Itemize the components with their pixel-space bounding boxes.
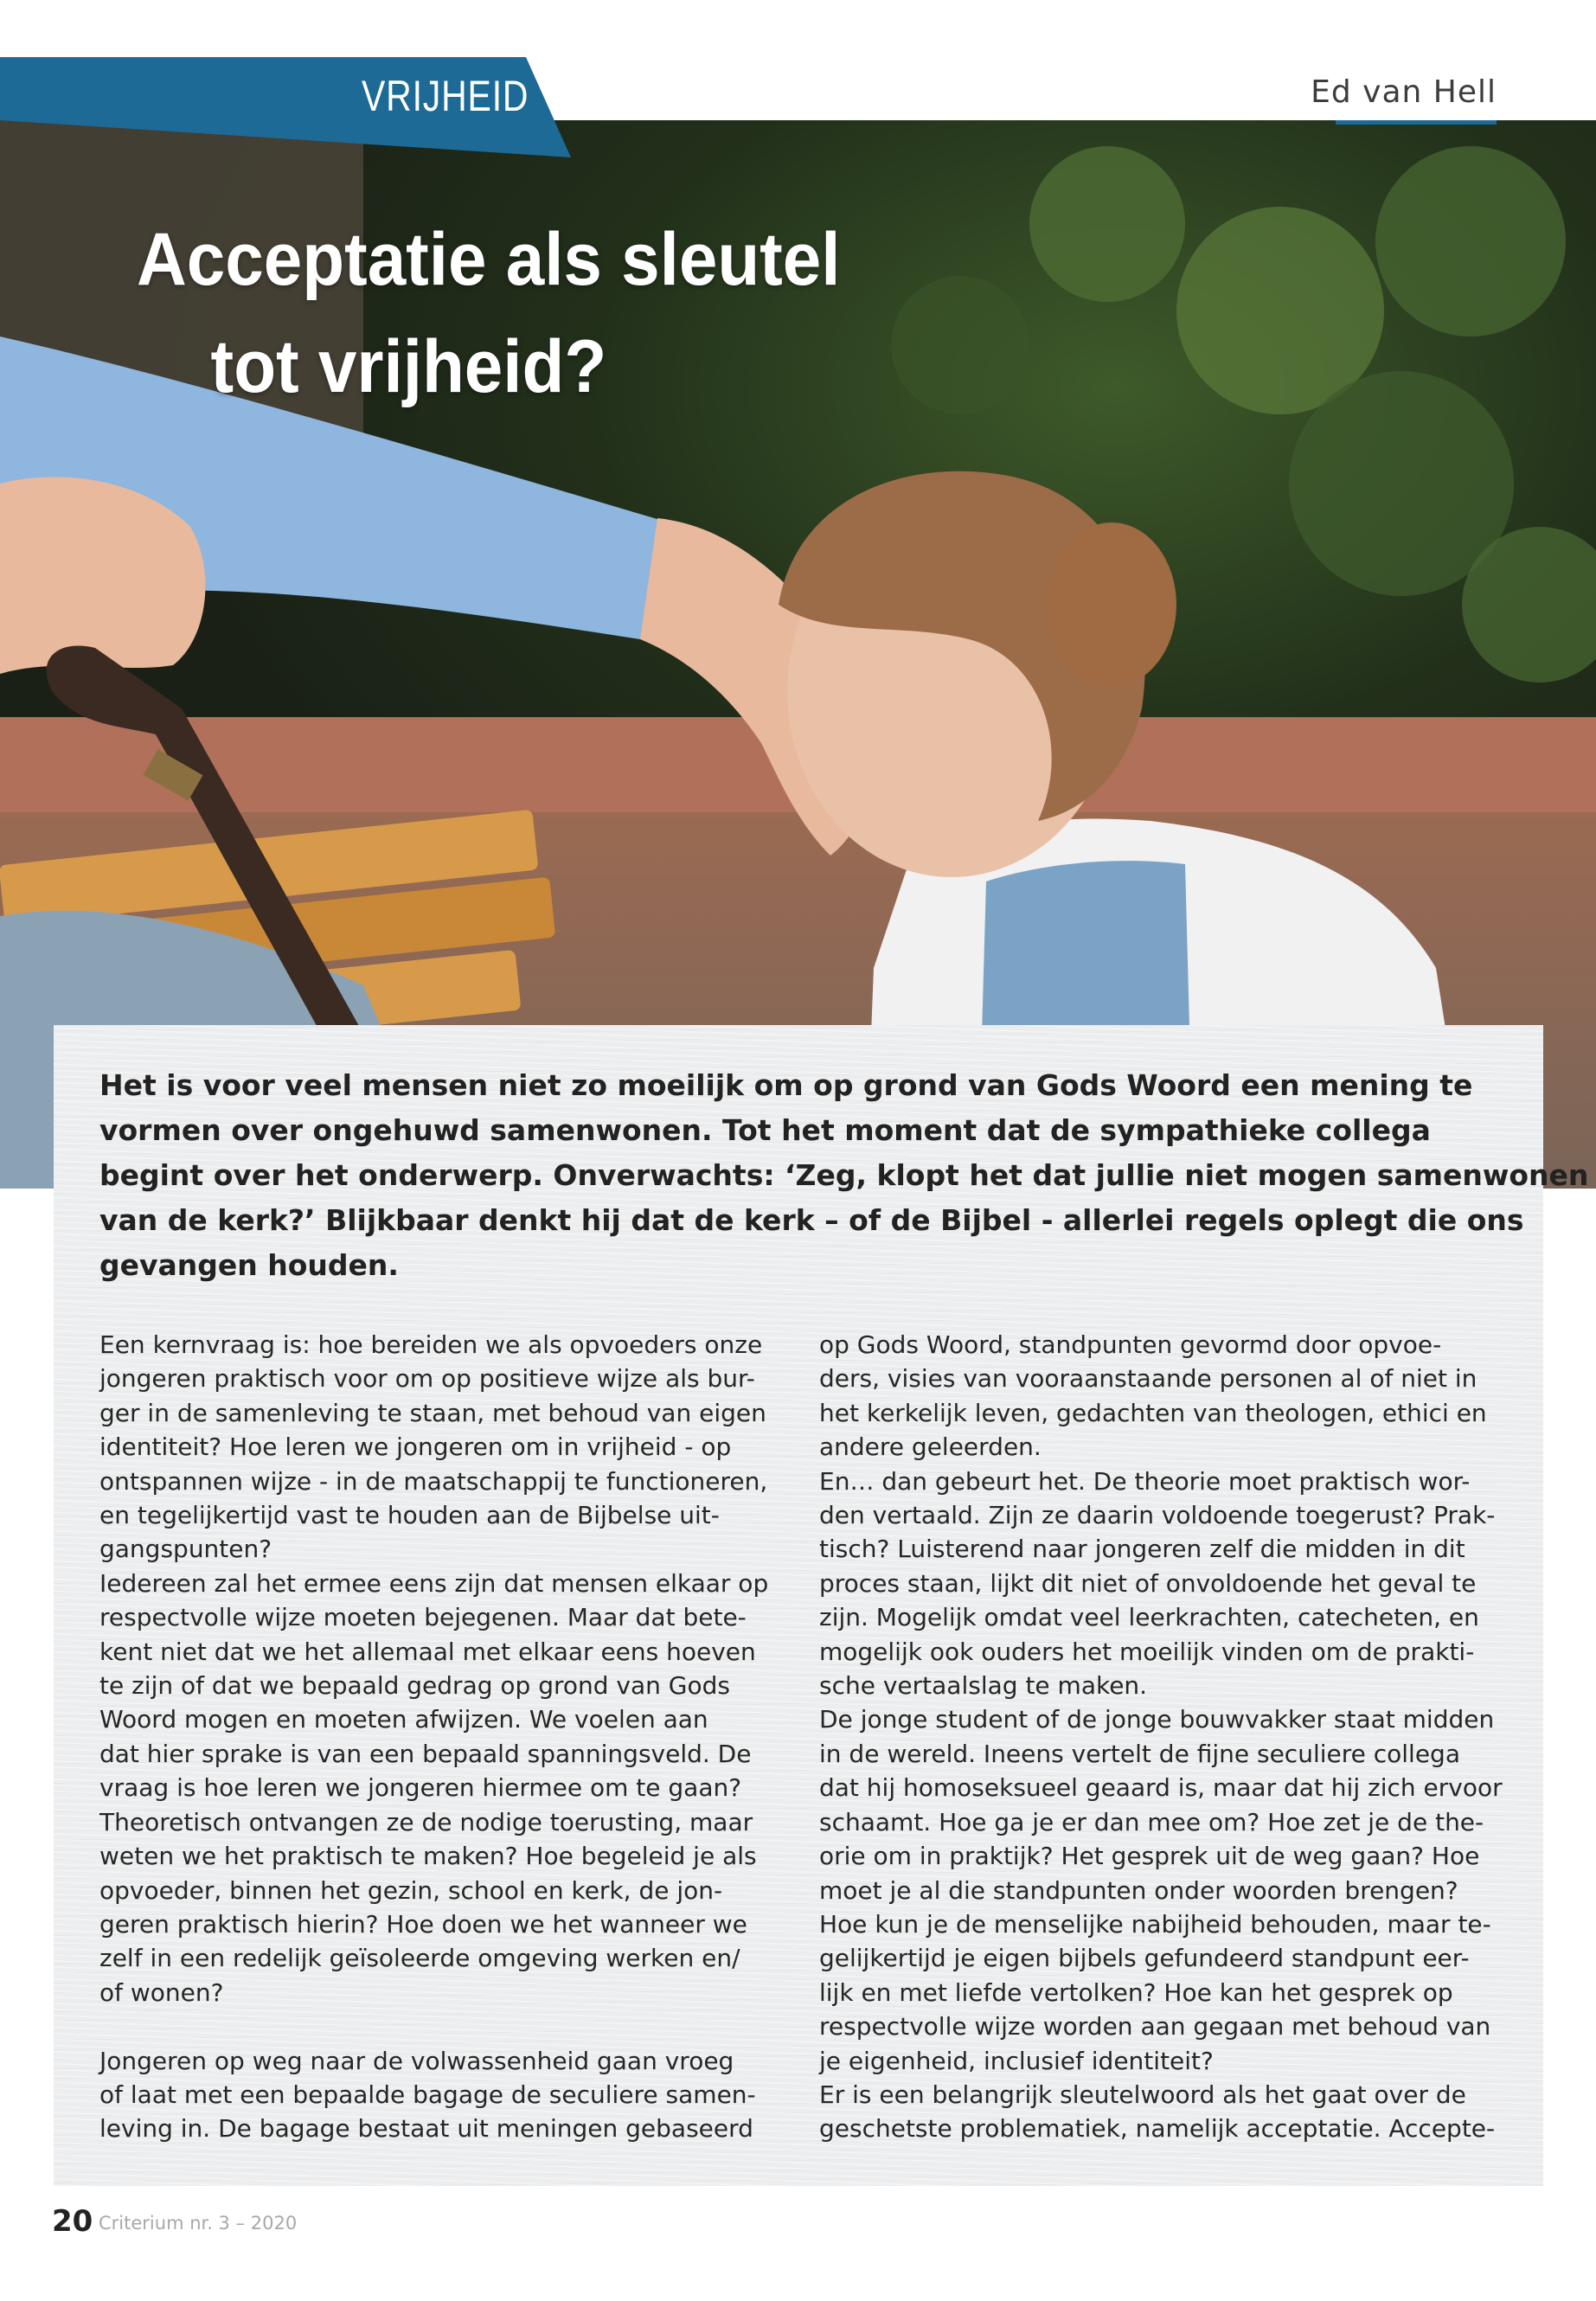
author-underline bbox=[1336, 120, 1497, 125]
body-line: den vertaald. Zijn ze daarin voldoende toegerust? Prak- bbox=[819, 1501, 1496, 1530]
body-line: Een kernvraag is: hoe bereiden we als opvoeders onze bbox=[99, 1330, 763, 1359]
body-line: leving in. De bagage bestaat uit meningen gebaseerd bbox=[99, 2114, 753, 2144]
body-column-right bbox=[819, 1328, 1503, 2146]
lead-line: vormen over ongehuwd samenwonen. Tot het moment dat de sympathieke collega bbox=[99, 1113, 1431, 1147]
lead-line: begint over het onderwerp. Onverwachts: ‘Zeg, klopt het dat jullie niet mogen samenwonen bbox=[99, 1158, 1589, 1192]
body-line: schaamt. Hoe ga je er dan mee om? Hoe zet je de the- bbox=[819, 1807, 1484, 1836]
body-line: in de wereld. Ineens vertelt de fijne seculiere collega bbox=[819, 1739, 1460, 1768]
body-line: te zijn of dat we bepaald gedrag op grond van Gods bbox=[99, 1671, 730, 1701]
body-line: of wonen? bbox=[99, 1977, 224, 2007]
body-line: Iedereen zal het ermee eens zijn dat mensen elkaar op bbox=[99, 1568, 769, 1598]
body-line: het kerkelijk leven, gedachten van theologen, ethici en bbox=[819, 1398, 1487, 1427]
body-line: ontspannen wijze - in de maatschappij te functioneren, bbox=[99, 1466, 768, 1496]
body-line: lijk en met liefde vertolken? Hoe kan het gesprek op bbox=[819, 1977, 1453, 2007]
body-line: op Gods Woord, standpunten gevormd door opvoe- bbox=[819, 1330, 1442, 1359]
body-line: orie om in praktijk? Het gesprek uit de weg gaan? Hoe bbox=[819, 1842, 1480, 1871]
body-line: Er is een belangrijk sleutelwoord als het gaat over de bbox=[819, 2080, 1466, 2109]
body-line: Woord mogen en moeten afwijzen. We voelen aan bbox=[99, 1705, 708, 1734]
body-line: kent niet dat we het allemaal met elkaar eens hoeven bbox=[99, 1637, 756, 1666]
paragraph-gap bbox=[99, 2009, 783, 2043]
body-line: respectvolle wijze moeten bejegenen. Maar dat bete- bbox=[99, 1603, 747, 1632]
lead-line: gevangen houden. bbox=[99, 1248, 399, 1282]
body-line: andere geleerden. bbox=[819, 1433, 1042, 1462]
body-line: sche vertaalslag te maken. bbox=[819, 1671, 1148, 1701]
body-line: zelf in een redelijk geïsoleerde omgeving werken en/ bbox=[99, 1944, 740, 1973]
body-line: ger in de samenleving te staan, met behoud van eigen bbox=[99, 1398, 766, 1427]
body-line: mogelijk ook ouders het moeilijk vinden om de prakti- bbox=[819, 1637, 1475, 1666]
body-column-left bbox=[99, 1328, 783, 2146]
body-line: geschetste problematiek, namelijk acceptatie. Accepte- bbox=[819, 2114, 1496, 2144]
lead-line: Het is voor veel mensen niet zo moeilijk om op grond van Gods Woord een mening te bbox=[99, 1068, 1473, 1102]
body-line: ders, visies van vooraanstaande personen al of niet in bbox=[819, 1364, 1477, 1394]
body-line: gelijkertijd je eigen bijbels gefundeerd standpunt eer- bbox=[819, 1944, 1470, 1973]
body-line: jongeren praktisch voor om op positieve wijze als bur- bbox=[99, 1364, 755, 1394]
body-line: opvoeder, binnen het gezin, school en kerk, de jon- bbox=[99, 1875, 723, 1905]
body-line: dat hier sprake is van een bepaald spanningsveld. De bbox=[99, 1739, 752, 1768]
article-title-line-2: tot vrijheid? bbox=[210, 325, 607, 408]
body-line: Jongeren op weg naar de volwassenheid gaan vroeg bbox=[99, 2046, 734, 2075]
body-line: gangspunten? bbox=[99, 1535, 272, 1564]
body-line: moet je al die standpunten onder woorden brengen? bbox=[819, 1875, 1458, 1905]
body-line: vraag is hoe leren we jongeren hiermee om te gaan? bbox=[99, 1773, 742, 1803]
body-line: je eigenheid, inclusief identiteit? bbox=[819, 2046, 1214, 2075]
article-title-line-1: Acceptatie als sleutel bbox=[137, 218, 841, 301]
body-line: En… dan gebeurt het. De theorie moet praktisch wor- bbox=[819, 1466, 1471, 1496]
article-text-panel bbox=[54, 1025, 1589, 2186]
body-line: geren praktisch hierin? Hoe doen we het wanneer we bbox=[99, 1909, 747, 1939]
article-lead bbox=[99, 1063, 1589, 1288]
body-line: Hoe kun je de menselijke nabijheid behouden, maar te- bbox=[819, 1909, 1491, 1939]
body-line: en tegelijkertijd vast te houden aan de Bijbelse uit- bbox=[99, 1501, 720, 1530]
author-name: Ed van Hell bbox=[1311, 74, 1497, 110]
article-title bbox=[137, 206, 841, 420]
body-line: Theoretisch ontvangen ze de nodige toerusting, maar bbox=[99, 1807, 753, 1836]
body-line: De jonge student of de jonge bouwvakker staat midden bbox=[819, 1705, 1495, 1734]
body-line: respectvolle wijze worden aan gegaan met behoud van bbox=[819, 2012, 1491, 2041]
body-line: tisch? Luisterend naar jongeren zelf die midden in dit bbox=[819, 1535, 1465, 1564]
page-number: 20 bbox=[52, 2204, 93, 2239]
body-line: weten we het praktisch te maken? Hoe begeleid je als bbox=[99, 1842, 757, 1871]
body-line: identiteit? Hoe leren we jongeren om in vrijheid - op bbox=[99, 1433, 732, 1462]
lead-line: van de kerk?’ Blijkbaar denkt hij dat de kerk – of de Bijbel - allerlei regels oplegt die ons bbox=[99, 1203, 1524, 1237]
body-line: dat hij homoseksueel geaard is, maar dat hij zich ervoor bbox=[819, 1773, 1503, 1803]
body-line: zijn. Mogelijk omdat veel leerkrachten, catecheten, en bbox=[819, 1603, 1479, 1632]
body-line: of laat met een bepaalde bagage de seculiere samen- bbox=[99, 2080, 756, 2109]
body-line: proces staan, lijkt dit niet of onvoldoende het geval te bbox=[819, 1568, 1477, 1598]
footer-issue-info: Criterium nr. 3 – 2020 bbox=[99, 2213, 298, 2234]
section-label: VRIJHEID bbox=[362, 72, 529, 120]
